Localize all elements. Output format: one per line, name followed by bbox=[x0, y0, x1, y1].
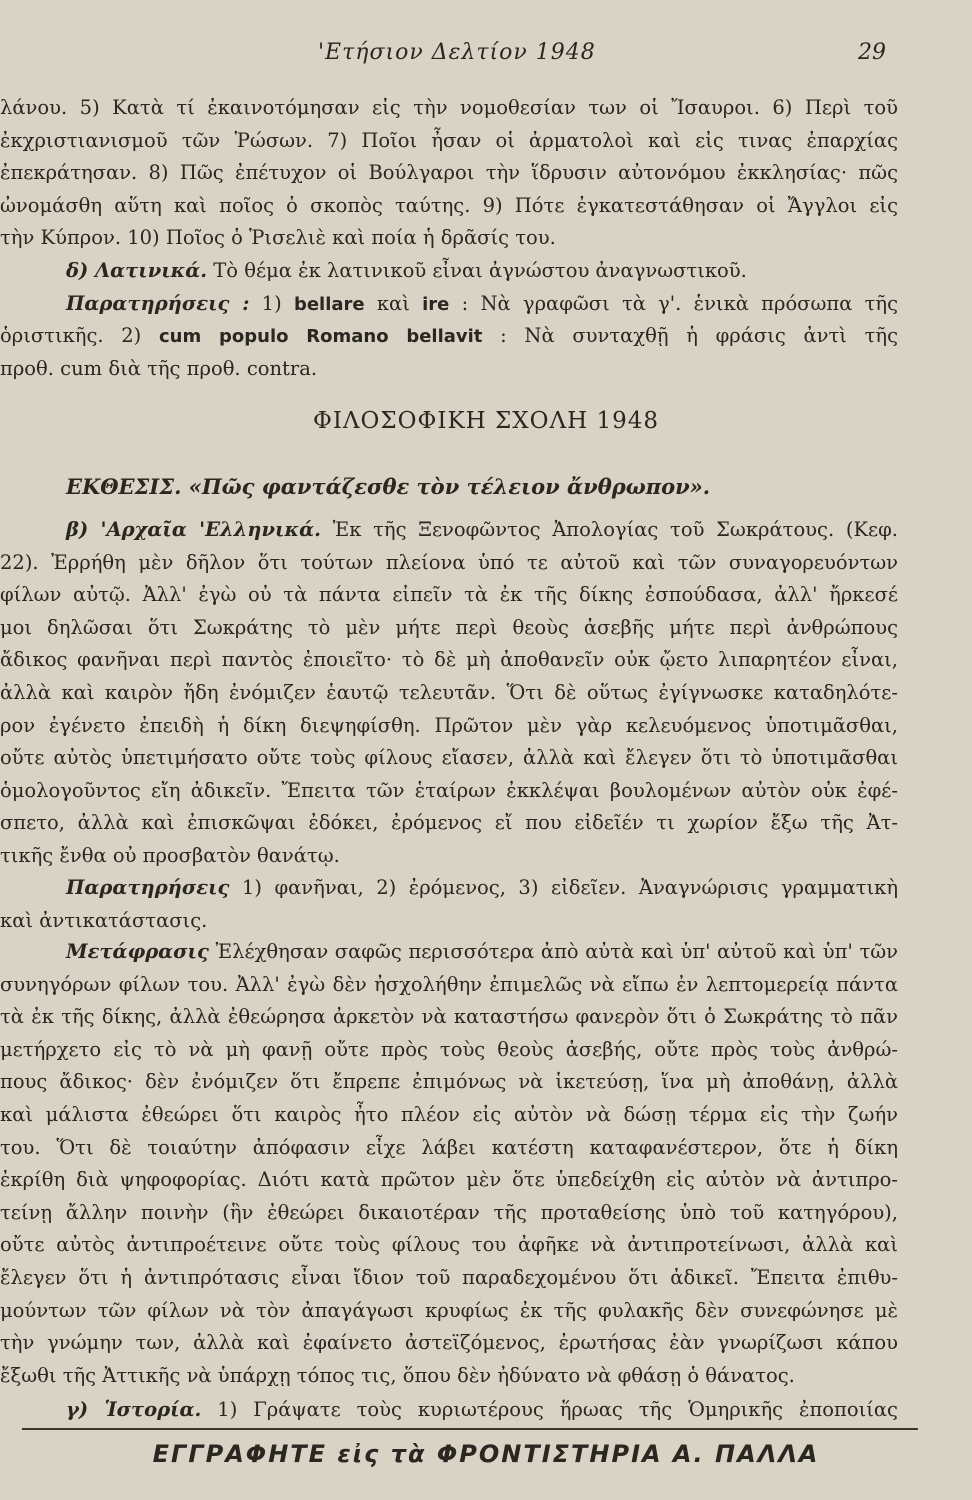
greek-label: β) 'Αρχαῖα 'Ελληνικά. bbox=[66, 518, 321, 541]
greek-passage bbox=[0, 514, 972, 873]
essay-label: ΕΚΘΕΣΙΣ. bbox=[66, 474, 182, 499]
text-line: ἐπεκράτησαν. 8) Πῶς ἐπέτυχον οἱ Βούλγαροι τὴν ἵδρυσιν αὐτονόμου ἐκκλησίας· πῶς bbox=[0, 161, 898, 185]
latin-label: δ) Λατινικά. bbox=[66, 259, 208, 282]
translation-line: οὔτε αὐτὸς ἀντιπροέτεινε οὔτε τοὺς φίλους του ἀφῆκε νὰ ἀντιπροτείνωσι, ἀλλὰ καὶ bbox=[0, 1233, 898, 1257]
running-title: 'Ετήσιον Δελτίον 1948 bbox=[318, 40, 596, 65]
translation-line: μούντων τῶν φίλων νὰ τὸν ἀπαγάγωσι κρυφίως ἐκ τῆς φυλακῆς δὲν συνεφώνησε μὲ bbox=[0, 1298, 898, 1322]
greek-line: σπετο, ἀλλὰ καὶ ἐπισκῶψαι ἐδόκει, ἐρόμενος εἴ που εἰδεῖέν τι χωρίον ἔξω τῆς Ἀτ- bbox=[0, 811, 898, 835]
translation-line: καὶ μάλιστα ἐθεώρει ὅτι καιρὸς ἦτο πλέον εἰς αὐτὸν νὰ δώσῃ τέρμα εἰς τὴν ζωήν bbox=[0, 1102, 898, 1126]
latin-note-num: 1) bbox=[261, 291, 282, 315]
latin-conj: καὶ bbox=[376, 291, 410, 315]
latin-notes-line-2 bbox=[0, 320, 972, 353]
translation-line: μετήρχετο εἰς τὸ νὰ μὴ φανῇ οὔτε πρὸς τοὺς θεοὺς ἀσεβής, οὔτε πρὸς τοὺς ἀνθρώ- bbox=[0, 1037, 898, 1061]
translation-line: συνηγόρων φίλων του. Ἀλλ' ἐγὼ δὲν ἠσχολήθην ἐπιμελῶς νὰ εἴπω ἐν λεπτομερείᾳ πάντα bbox=[0, 972, 898, 996]
greek-line: ὁμολογοῦντος εἴη ἀδικεῖν. Ἔπειτα τῶν ἑταίρων ἐκκλέψαι βουλομένων αὐτὸν οὐκ ἐφέ- bbox=[0, 778, 898, 802]
translation bbox=[0, 936, 972, 1392]
latin-note-rest: : Νὰ γραφῶσι τὰ γ'. ἑνικὰ πρόσωπα τῆς bbox=[461, 291, 899, 315]
latin-note-start: ὁριστικῆς. 2) bbox=[0, 324, 142, 348]
section-heading: ΦΙΛΟΣΟΦΙΚΗ ΣΧΟΛΗ 1948 bbox=[312, 408, 660, 434]
latin-line bbox=[0, 255, 972, 288]
greek-line bbox=[0, 514, 972, 547]
latin-notes-label: Παρατηρήσεις : bbox=[66, 291, 250, 315]
translation-line: πους ἄδικος· δὲν ἐνόμιζεν ὅτι ἔπρεπε ἐπιμόνως νὰ ἱκετεύσῃ, ἵνα μὴ ἀποθάνῃ, ἀλλὰ bbox=[0, 1070, 898, 1094]
translation-line: ἔλεγεν ὅτι ἡ ἀντιπρότασις εἶναι ἴδιον τοῦ παραδεχομένου ὅτι ἀδικεῖ. Ἔπειτα ἐπιθυ- bbox=[0, 1265, 898, 1289]
latin-section bbox=[0, 255, 972, 385]
history-section bbox=[0, 1394, 972, 1427]
text-line: λάνου. 5) Κατὰ τί ἐκαινοτόμησαν εἰς τὴν νομοθεσίαν των οἱ Ἴσαυροι. 6) Περὶ τοῦ bbox=[0, 96, 898, 119]
notes-line bbox=[0, 872, 972, 905]
text-line: ἐκχριστιανισμοῦ τῶν Ῥώσων. 7) Ποῖοι ἦσαν οἱ ἀρματολοὶ καὶ εἰς τινας ἐπαρχίας bbox=[0, 128, 898, 152]
notes-line: καὶ ἀντικατάστασις. bbox=[0, 908, 208, 932]
latin-notes-line-3: προθ. cum διὰ τῆς προθ. contra. bbox=[0, 356, 318, 380]
translation-line: τὰ ἐκ τῆς δίκης, ἀλλὰ ἐθεώρησα ἀρκετὸν νὰ καταστήσω φανερὸν ὅτι ὁ Σωκράτης τὸ πᾶν bbox=[0, 1005, 898, 1029]
page-number: 29 bbox=[858, 40, 886, 65]
translation-line: ἐκρίθη διὰ ψηφοφορίας. Διότι κατὰ πρῶτον μὲν ὅτε ὑπεδείχθη εἰς αὐτὸν νὰ ἀντιπρο- bbox=[0, 1168, 898, 1192]
history-line bbox=[0, 1394, 972, 1427]
translation-line: ἔξωθι τῆς Ἀττικῆς νὰ ὑπάρχῃ τόπος τις, ὅπου δὲν ἠδύνατο νὰ φθάσῃ ὁ θάνατος. bbox=[0, 1363, 795, 1387]
translation-line: τείνῃ ἄλλην ποινὴν (ἣν ἐθεώρει δικαιοτέραν τῆς προταθείσης ὑπὸ τοῦ κατηγόρου), bbox=[0, 1200, 898, 1224]
translation-line: του. Ὅτι δὲ τοιαύτην ἀπόφασιν εἶχε λάβει κατέστη καταφανέστερον, ὅτε ἡ δίκη bbox=[0, 1135, 898, 1159]
translation-text: Ἐλέχθησαν σαφῶς περισσότερα ἀπὸ αὐτὰ καὶ ὑπ' αὐτοῦ καὶ ὑπ' τῶν bbox=[215, 940, 898, 963]
latin-phrase: cum populo Romano bellavit bbox=[159, 326, 483, 348]
text-line: ὠνομάσθη αὕτη καὶ ποῖος ὁ σκοπὸς ταύτης. 9) Πότε ἐγκατεστάθησαν οἱ Ἄγγλοι εἰς bbox=[0, 193, 898, 217]
notes-text: 1) φανῆναι, 2) ἐρόμενος, 3) εἰδεῖεν. Ἀναγνώρισις γραμματικὴ bbox=[241, 876, 899, 899]
advertisement-text: ΕΓΓΡΑΦΗΤΕ εἰς τὰ ΦΡΟΝΤΙΣΤΗΡΙΑ Α. ΠΑΛΛΑ bbox=[152, 1440, 820, 1468]
greek-line: φίλων αὐτῷ. Ἀλλ' ἐγὼ οὐ τὰ πάντα εἰπεῖν τὰ ἐκ τῆς δίκης ἐσπούδασα, ἀλλ' ἤρκεσέ bbox=[0, 583, 898, 607]
latin-note-rest-2: : Νὰ συνταχθῇ ἡ φράσις ἀντὶ τῆς bbox=[500, 324, 899, 348]
history-questions bbox=[0, 92, 972, 255]
text-line: τὴν Κύπρον. 10) Ποῖος ὁ Ῥισελιὲ καὶ ποία ἡ δρᾶσίς του. bbox=[0, 226, 556, 250]
greek-notes bbox=[0, 872, 972, 937]
greek-line: ἀλλὰ καὶ καιρὸν ἤδη ἐνόμιζεν ἑαυτῷ τελευτᾶν. Ὅτι δὲ οὕτως ἐγίγνωσκε καταδηλότε- bbox=[0, 680, 898, 704]
divider bbox=[22, 1428, 918, 1430]
history-text: 1) Γράψατε τοὺς κυριωτέρους ἥρωας τῆς Ὁμηρικῆς ἐποποιίας bbox=[217, 1398, 898, 1421]
translation-line bbox=[0, 936, 972, 969]
greek-line: ἄδικος φανῆναι περὶ παντὸς ἐποιεῖτο· τὸ δὲ μὴ ἀποθανεῖν οὐκ ᾤετο λιπαρητέον εἶναι, bbox=[0, 648, 898, 672]
running-header bbox=[0, 40, 972, 76]
latin-word-bellare: bellare bbox=[293, 293, 365, 315]
greek-line: 22). Ἐρρήθη μὲν δῆλον ὅτι τούτων πλείονα ὑπό τε αὐτοῦ καὶ τῶν συναγορευόντων bbox=[0, 550, 898, 574]
essay-title: «Πῶς φαντάζεσθε τὸν τέλειον ἄνθρωπον». bbox=[188, 474, 711, 499]
greek-line: μοι δηλῶσαι ὅτι Σωκράτης τὸ μὲν μήτε περὶ θεοὺς ἀσεβῆς μήτε περὶ ἀνθρώπους bbox=[0, 615, 898, 639]
latin-word-ire: ire bbox=[422, 293, 450, 315]
essay-line bbox=[66, 474, 710, 499]
translation-line: τὴν γνώμην των, ἀλλὰ καὶ ἐφαίνετο ἀστεϊζόμενος, ἐρωτήσας ἐὰν γνωρίζωσι κάπου bbox=[0, 1331, 898, 1355]
latin-text: Τὸ θέμα ἐκ λατινικοῦ εἶναι ἀγνώστου ἀναγνωστικοῦ. bbox=[213, 259, 747, 282]
greek-line: τικῆς ἔνθα οὐ προσβατὸν θανάτῳ. bbox=[0, 843, 340, 867]
advertisement bbox=[0, 1440, 972, 1468]
latin-notes-line-1 bbox=[0, 288, 972, 321]
history-label: γ) Ἱστορία. bbox=[66, 1398, 202, 1421]
notes-label: Παρατηρήσεις bbox=[66, 876, 230, 899]
greek-line: ρον ἐγένετο ἐπειδὴ ἡ δίκη διεψηφίσθη. Πρῶτον μὲν γὰρ κελευόμενος ὑποτιμᾶσθαι, bbox=[0, 713, 898, 737]
greek-line: οὔτε αὐτὸς ὑπετιμήσατο οὔτε τοὺς φίλους εἴασεν, ἀλλὰ καὶ ἔλεγεν ὅτι τὸ ὑποτιμᾶσθαι bbox=[0, 746, 898, 770]
translation-label: Μετάφρασις bbox=[66, 940, 209, 963]
greek-text: Ἐκ τῆς Ξενοφῶντος Ἀπολογίας τοῦ Σωκράτους. (Κεφ. bbox=[332, 518, 898, 541]
